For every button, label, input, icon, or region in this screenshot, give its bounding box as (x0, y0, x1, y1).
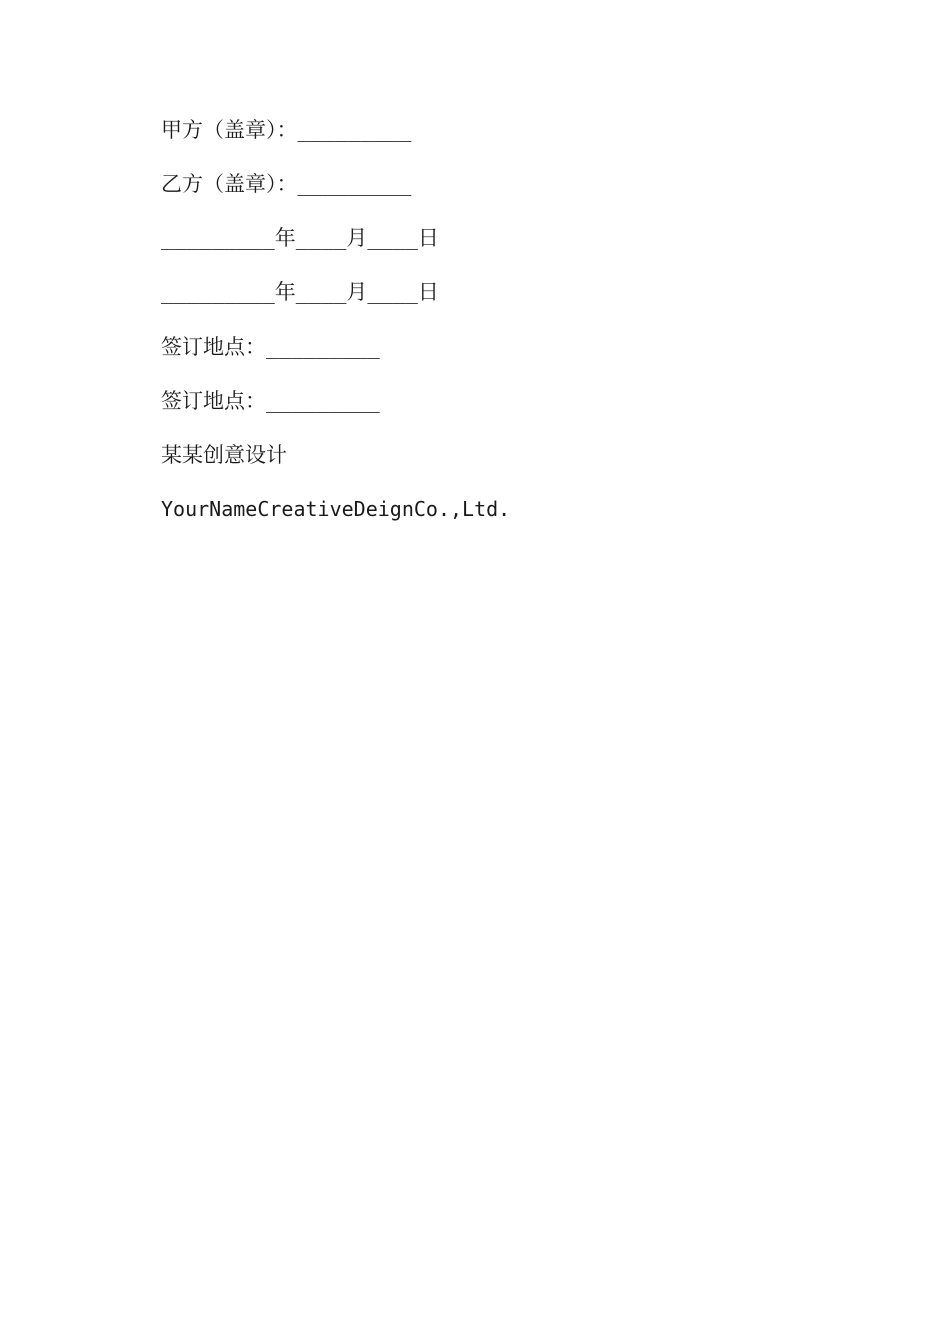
company-name-en: YourNameCreativeDeignCo.,Ltd. (161, 497, 511, 521)
signing-place-line-1: 签订地点：_________ (161, 335, 380, 359)
party-a-seal-line: 甲方（盖章）：_________ (161, 118, 412, 142)
company-name-cn: 某某创意设计 (161, 443, 287, 467)
signing-place-line-2: 签订地点：_________ (161, 389, 380, 413)
party-b-seal-line: 乙方（盖章）：_________ (161, 172, 412, 196)
date-line-2: _________年____月____日 (161, 280, 439, 304)
date-line-1: _________年____月____日 (161, 226, 439, 250)
